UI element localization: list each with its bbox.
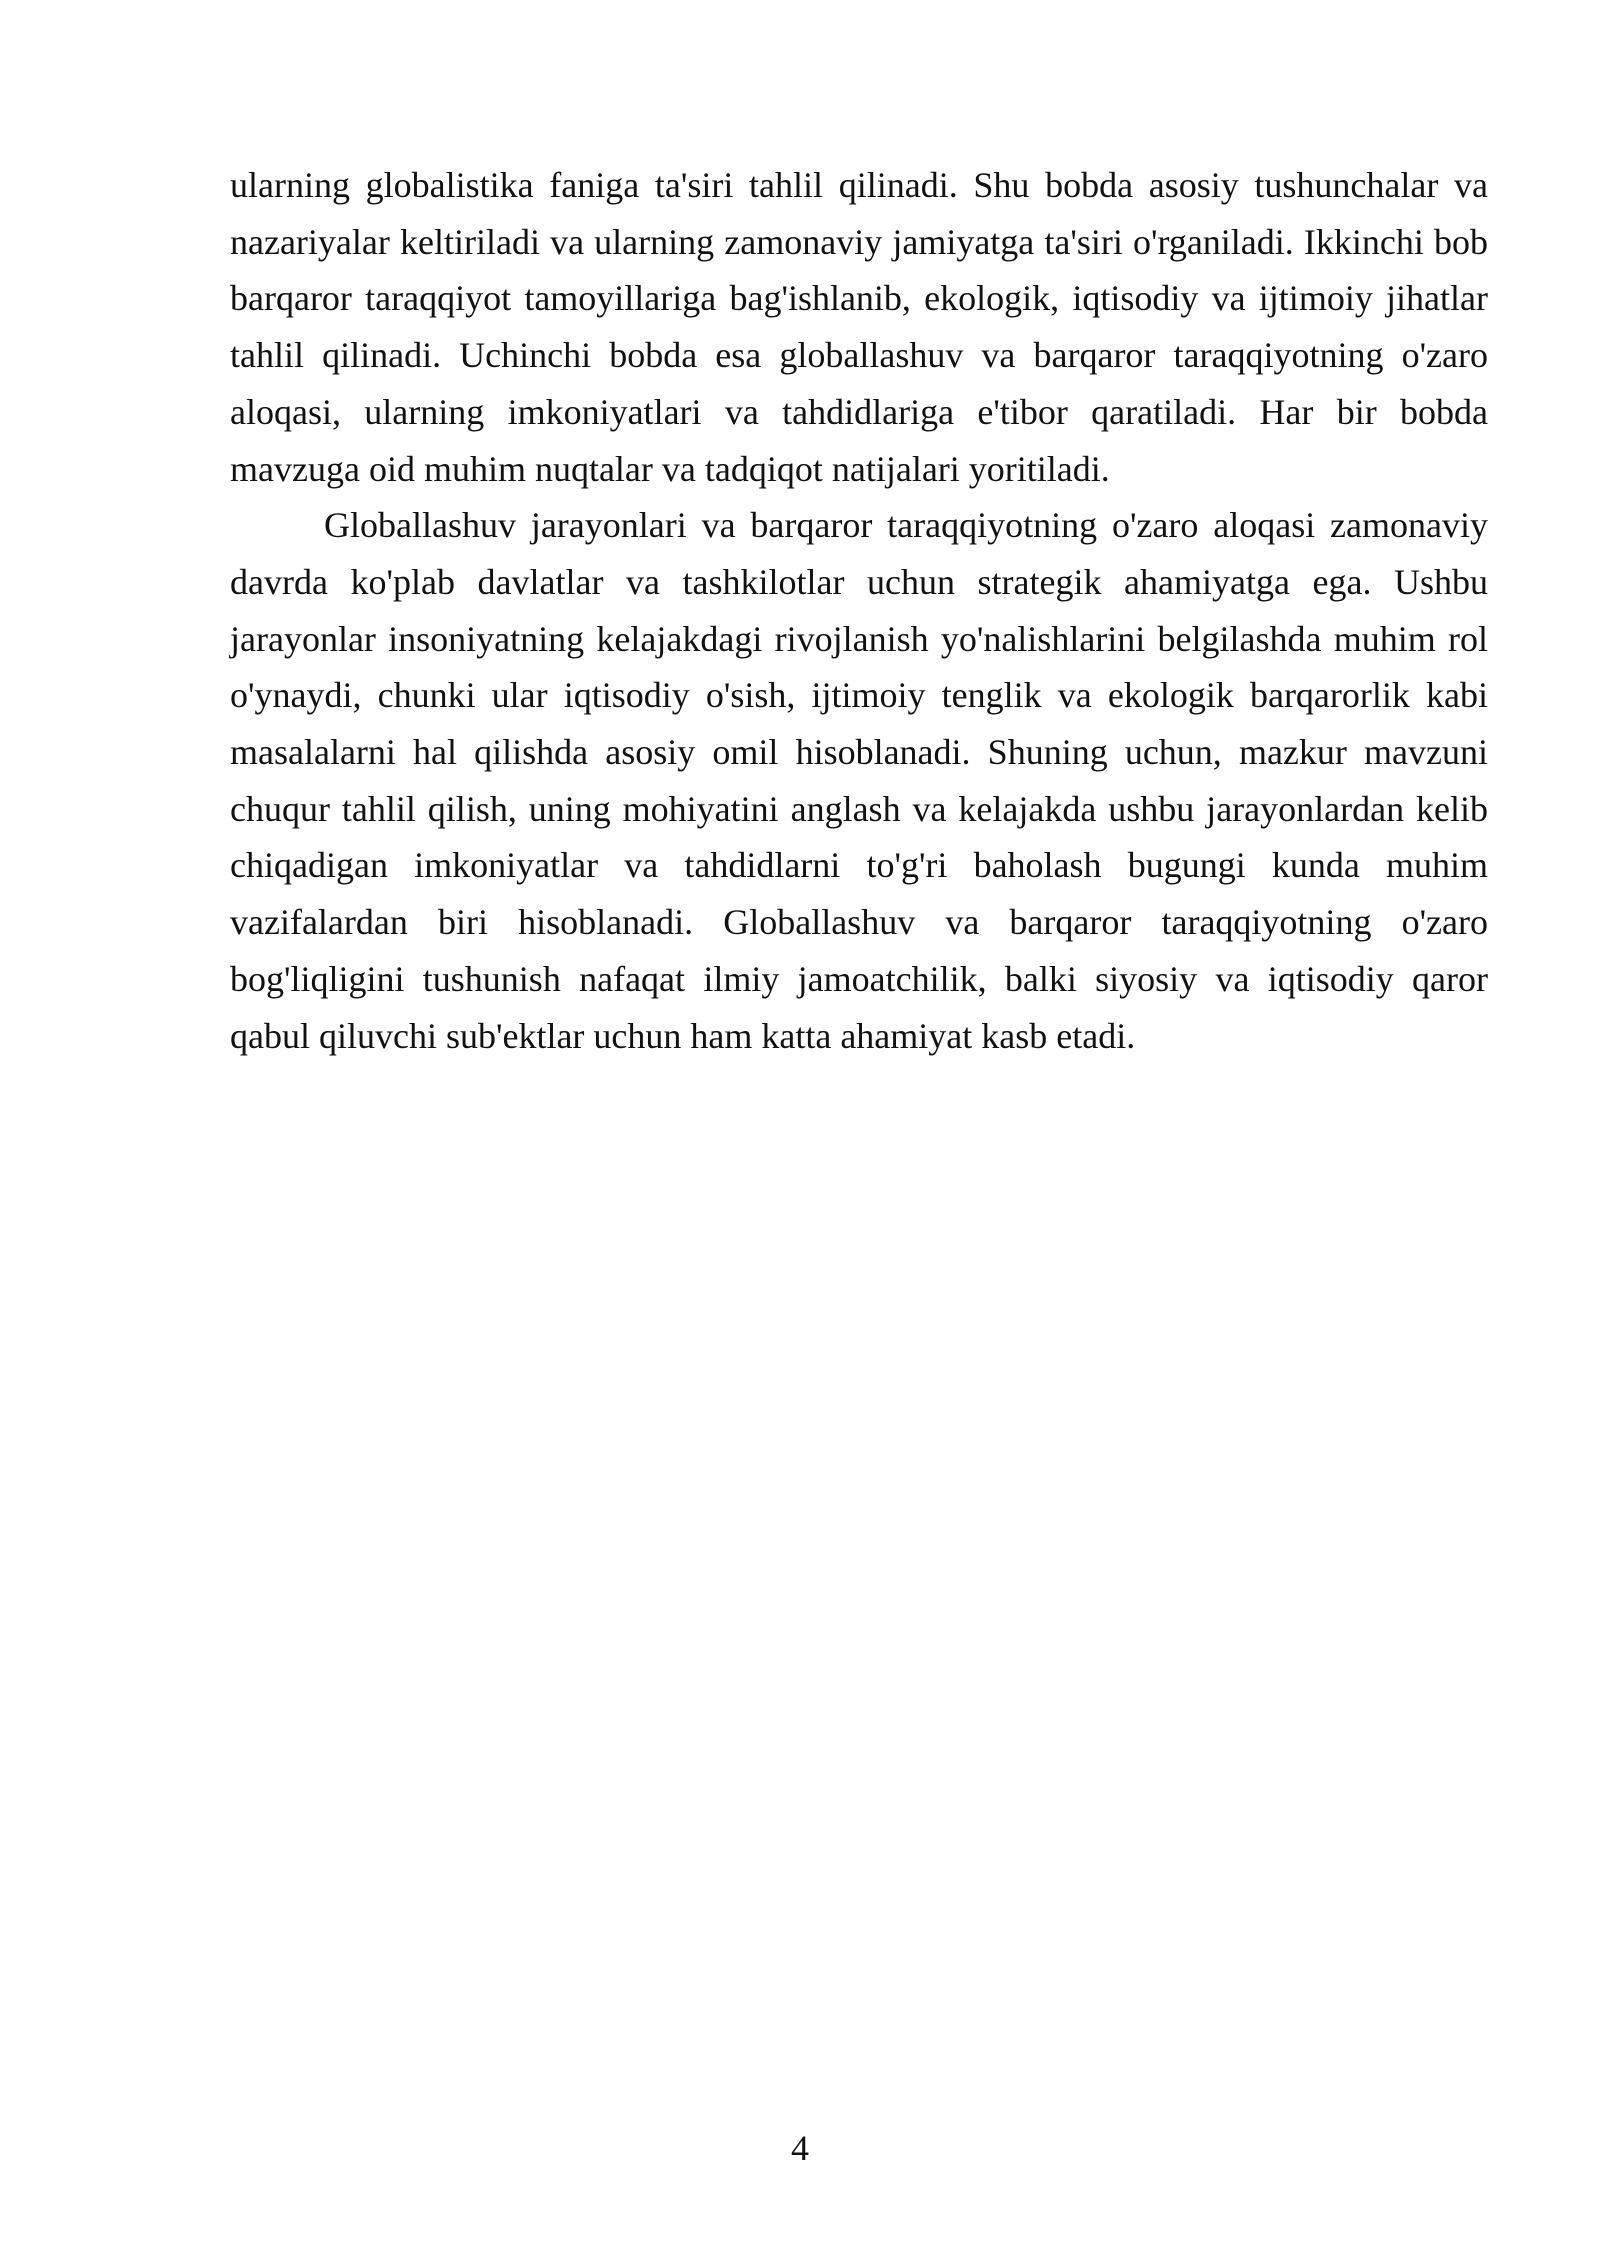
body-text	[230, 157, 1488, 1064]
page-number: 4	[791, 2128, 809, 2168]
paragraph-globalization-relevance: Globallashuv jarayonlari va barqaror taraqqiyotning o'zaro aloqasi zamonaviy davrda ko'plab davlatlar va tashkilotlar uchun strategik ahamiyatga ega. Ushbu jarayonlar insoniyatning kelajakdagi rivojlanish yo'nalishlarini belgilashda muhim rol o'ynaydi, chunki ular iqtisodiy o'sish, ijtimoiy tenglik va ekologik barqarorlik kabi masalalarni hal qilishda asosiy omil hisoblanadi. Shuning uchun, mazkur mavzuni chuqur tahlil qilish, uning mohiyatini anglash va kelajakda ushbu jarayonlardan kelib chiqadigan imkoniyatlar va tahdidlarni to'g'ri baholash bugungi kunda muhim vazifalardan biri hisoblanadi. Globallashuv va barqaror taraqqiyotning o'zaro bog'liqligini tushunish nafaqat ilmiy jamoatchilik, balki siyosiy va iqtisodiy qaror qabul qiluvchi sub'ektlar uchun ham katta ahamiyat kasb etadi.	[230, 505, 1488, 1056]
paragraph-chapter-overview: ularning globalistika faniga ta'siri tahlil qilinadi. Shu bobda asosiy tushunchalar va nazariyalar keltiriladi va ularning zamonaviy jamiyatga ta'siri o'rganiladi. Ikkinchi bob barqaror taraqqiyot tamoyillariga bag'ishlanib, ekologik, iqtisodiy va ijtimoiy jihatlar tahlil qilinadi. Uchinchi bobda esa globallashuv va barqaror taraqqiyotning o'zaro aloqasi, ularning imkoniyatlari va tahdidlariga e'tibor qaratiladi. Har bir bobda mavzuga oid muhim nuqtalar va tadqiqot natijalari yoritiladi.	[230, 165, 1488, 489]
